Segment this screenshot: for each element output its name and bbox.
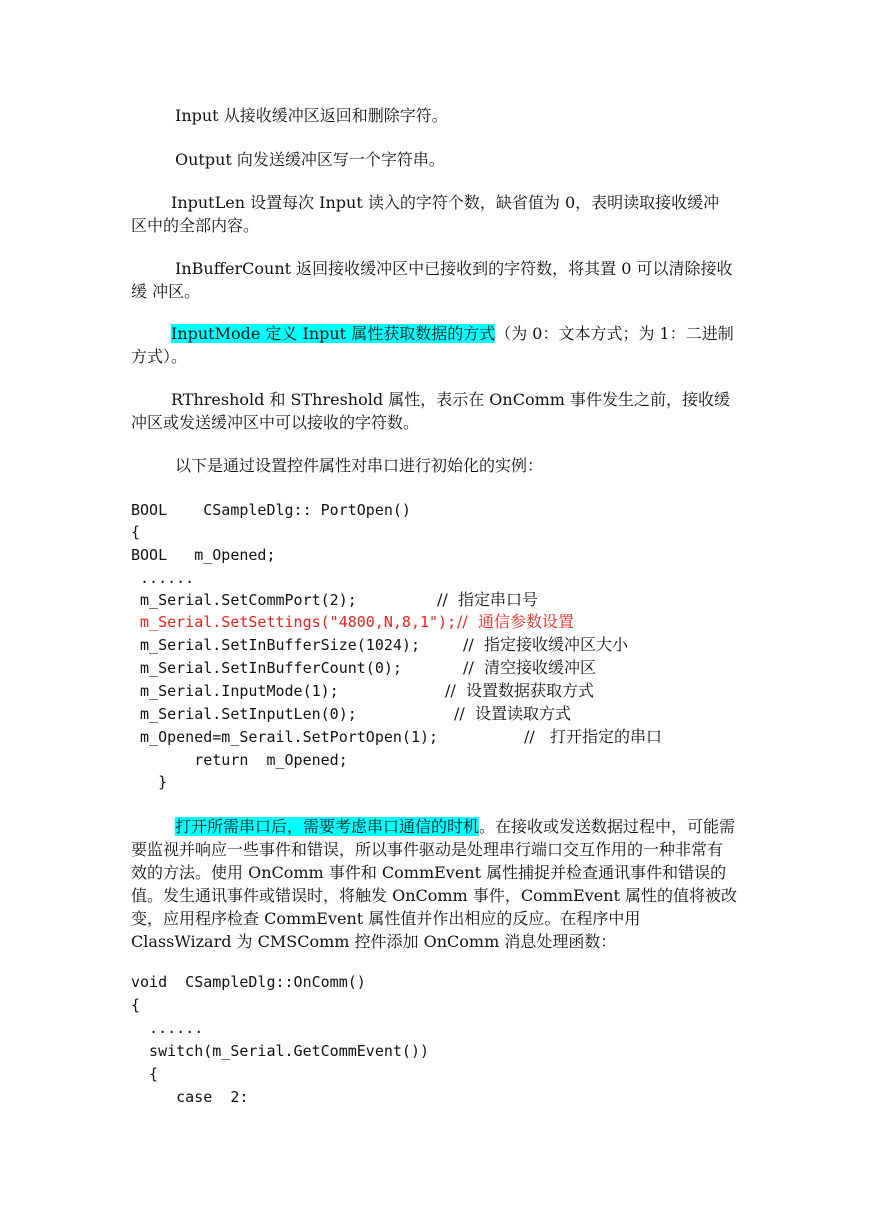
para-example-intro: 以下是通过设置控件属性对串口进行初始化的实例： [175,456,544,475]
inputmode-rest: （为 0：文本方式；为 1：二进制方式）。 [131,324,734,366]
code-line: m_Serial.SetInputLen(0); [131,705,357,723]
code-brace-close: } [131,773,168,791]
code-switch: switch(m_Serial.GetCommEvent()) [131,1042,430,1060]
code-line: m_Serial.SetInBufferSize(1024); [131,636,420,654]
para-inputlen: InputLen 设置每次 Input 读入的字符个数，缺省值为 0，表明读取接收缓冲 区中的全部内容。 [131,193,725,235]
code-comment: // 打开指定的串口 [524,727,663,746]
timing-rest: 。在接收或发送数据过程中，可能需要监视并响应一些事件和错误，所以事件驱动是处理串行端口交互作用的一种非常有效的方法。使用 OnComm 事件和 CommEvent 属性捕捉并检查通讯事件和错误的值。发生通讯事件或错误时，将触发 OnComm 事件，CommEvent 属性的值将被改变，应用程序检查 CommEvent 属性值并作出相应的反应。在程序中用 ClassWizard 为 CMSComm 控件添加 OnComm 消息处理函数： [131,817,738,951]
highlight-timing: 打开所需串口后，需要考虑串口通信的时机 [175,817,480,836]
code-comment: // 清空接收缓冲区 [463,658,596,677]
code-decl: BOOL m_Opened; [131,546,276,564]
para-output: Output 向发送缓冲区写一个字符串。 [175,150,445,169]
code-case: case 2: [131,1088,249,1106]
code-line: m_Opened=m_Serail.SetPortOpen(1); [131,728,439,746]
highlight-inputmode: InputMode 定义 Input 属性获取数据的方式 [171,324,496,343]
code-comment: // 设置数据获取方式 [445,681,594,700]
code-comment: // 设置读取方式 [454,704,571,723]
code-comment: // 指定接收缓冲区大小 [463,635,628,654]
code-sig: BOOL CSampleDlg:: PortOpen() [131,501,411,519]
para-threshold: RThreshold 和 SThreshold 属性，表示在 OnComm 事件发生之前，接收缓冲区或发送缓冲区中可以接收的字符数。 [131,390,731,432]
code-dots: ...... [131,569,195,587]
code-line-red: m_Serial.SetSettings("4800,N,8,1"); [131,613,457,631]
code-comment-red: // 通信参数设置 [457,612,574,631]
code-line: m_Serial.InputMode(1); [131,682,339,700]
code-line: m_Serial.SetCommPort(2); [131,591,357,609]
code-sig: void CSampleDlg::OnComm() [131,973,366,991]
para-inputmode [131,322,738,368]
para-timing [131,815,738,953]
para-inbuffercount: InBufferCount 返回接收缓冲区中已接收到的字符数，将其置 0 可以清除接收缓 冲区。 [131,259,733,301]
code-comment: // 指定串口号 [437,590,538,609]
para-input: Input 从接收缓冲区返回和删除字符。 [175,106,448,125]
code-brace-open: { [131,996,141,1014]
code-brace-open: { [131,523,141,541]
code-line: m_Serial.SetInBufferCount(0); [131,659,402,677]
code-dots: ...... [131,1019,204,1037]
code-switch-brace: { [131,1065,159,1083]
code-return: return m_Opened; [131,751,348,769]
